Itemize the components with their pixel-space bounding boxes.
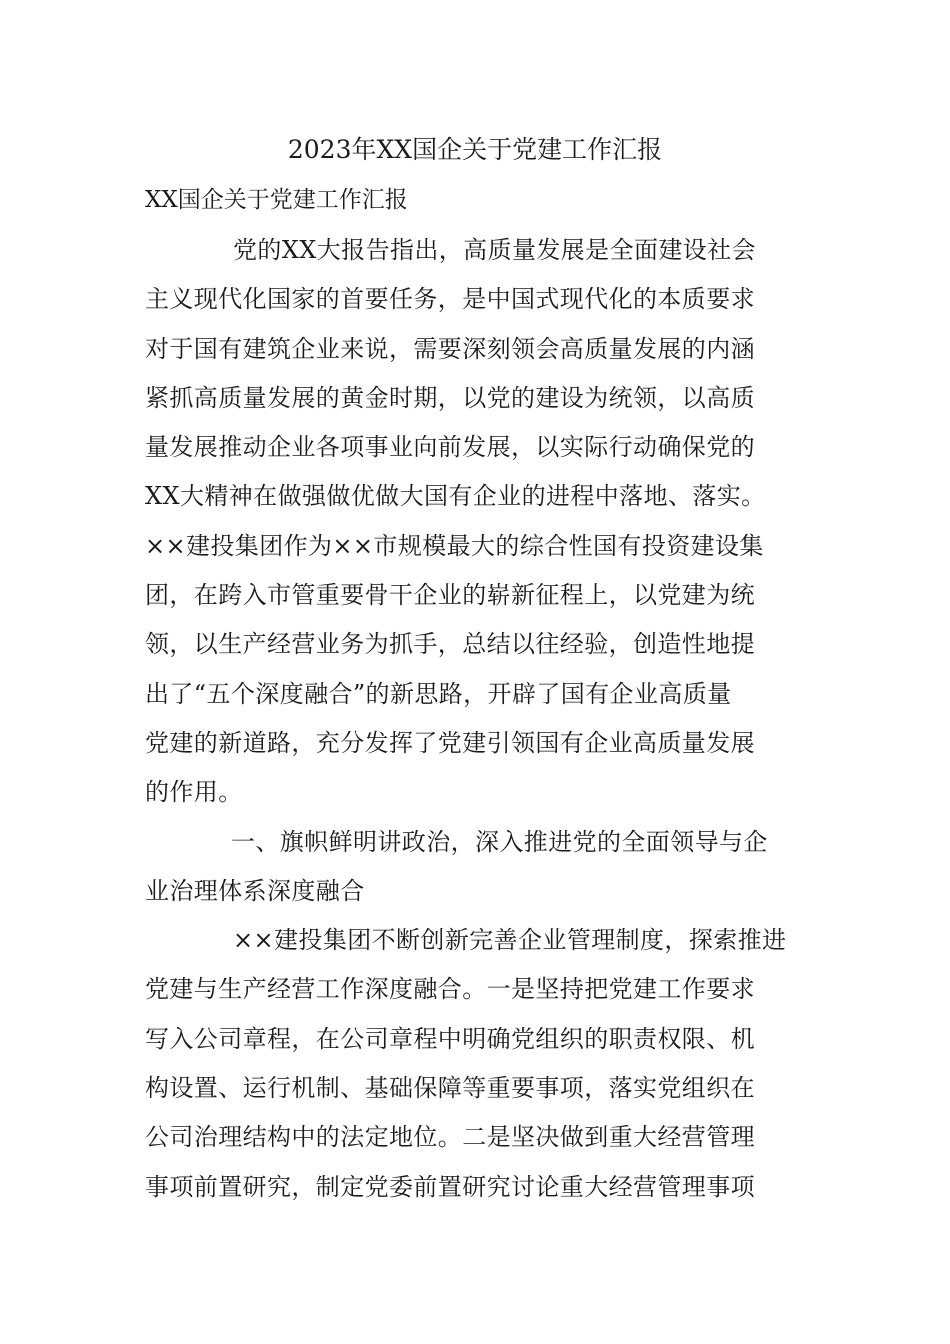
paragraph-line: 量发展推动企业各项事业向前发展，以实际行动确保党的 <box>145 433 755 462</box>
paragraph-line: 党建的新道路，充分发挥了党建引领国有企业高质量发展 <box>145 728 755 757</box>
paragraph-line: 的作用。 <box>145 778 243 807</box>
paragraph-line: ××建投集团作为××市规模最大的综合性国有投资建设集 <box>145 531 764 560</box>
paragraph-line: XX大精神在做强做优做大国有企业的进程中落地、落实。 <box>145 482 766 511</box>
paragraph-line: 紧抓高质量发展的黄金时期，以党的建设为统领，以高质 <box>145 383 755 412</box>
paragraph-line: 党的XX大报告指出，高质量发展是全面建设社会 <box>233 236 756 264</box>
paragraph-line: 公司治理结构中的法定地位。二是坚决做到重大经营管理 <box>145 1123 755 1152</box>
paragraph-line: 团，在跨入市管重要骨干企业的崭新征程上，以党建为统 <box>145 581 755 610</box>
section-heading-line: 一、旗帜鲜明讲政治，深入推进党的全面领导与企 <box>231 827 768 856</box>
section-heading-line: 业治理体系深度融合 <box>145 876 365 905</box>
paragraph-line: 对于国有建筑企业来说，需要深刻领会高质量发展的内涵 <box>145 334 755 363</box>
paragraph-line: 出了“五个深度融合”的新思路，开辟了国有企业高质量 <box>145 679 732 708</box>
document-subtitle: XX国企关于党建工作汇报 <box>145 187 408 213</box>
document-title: 2023年XX国企关于党建工作汇报 <box>287 135 663 164</box>
paragraph-line: 构设置、运行机制、基础保障等重要事项，落实党组织在 <box>145 1074 755 1103</box>
paragraph-line: ××建投集团不断创新完善企业管理制度，探索推进 <box>233 926 787 955</box>
paragraph-line: 主义现代化国家的首要任务，是中国式现代化的本质要求 <box>145 285 755 314</box>
document-body <box>145 226 810 1212</box>
paragraph-line: 事项前置研究，制定党委前置研究讨论重大经营管理事项 <box>145 1172 755 1201</box>
paragraph-line: 党建与生产经营工作深度融合。一是坚持把党建工作要求 <box>145 975 755 1004</box>
paragraph-line: 写入公司章程，在公司章程中明确党组织的职责权限、机 <box>145 1024 755 1053</box>
paragraph-line: 领，以生产经营业务为抓手，总结以往经验，创造性地提 <box>145 630 755 659</box>
